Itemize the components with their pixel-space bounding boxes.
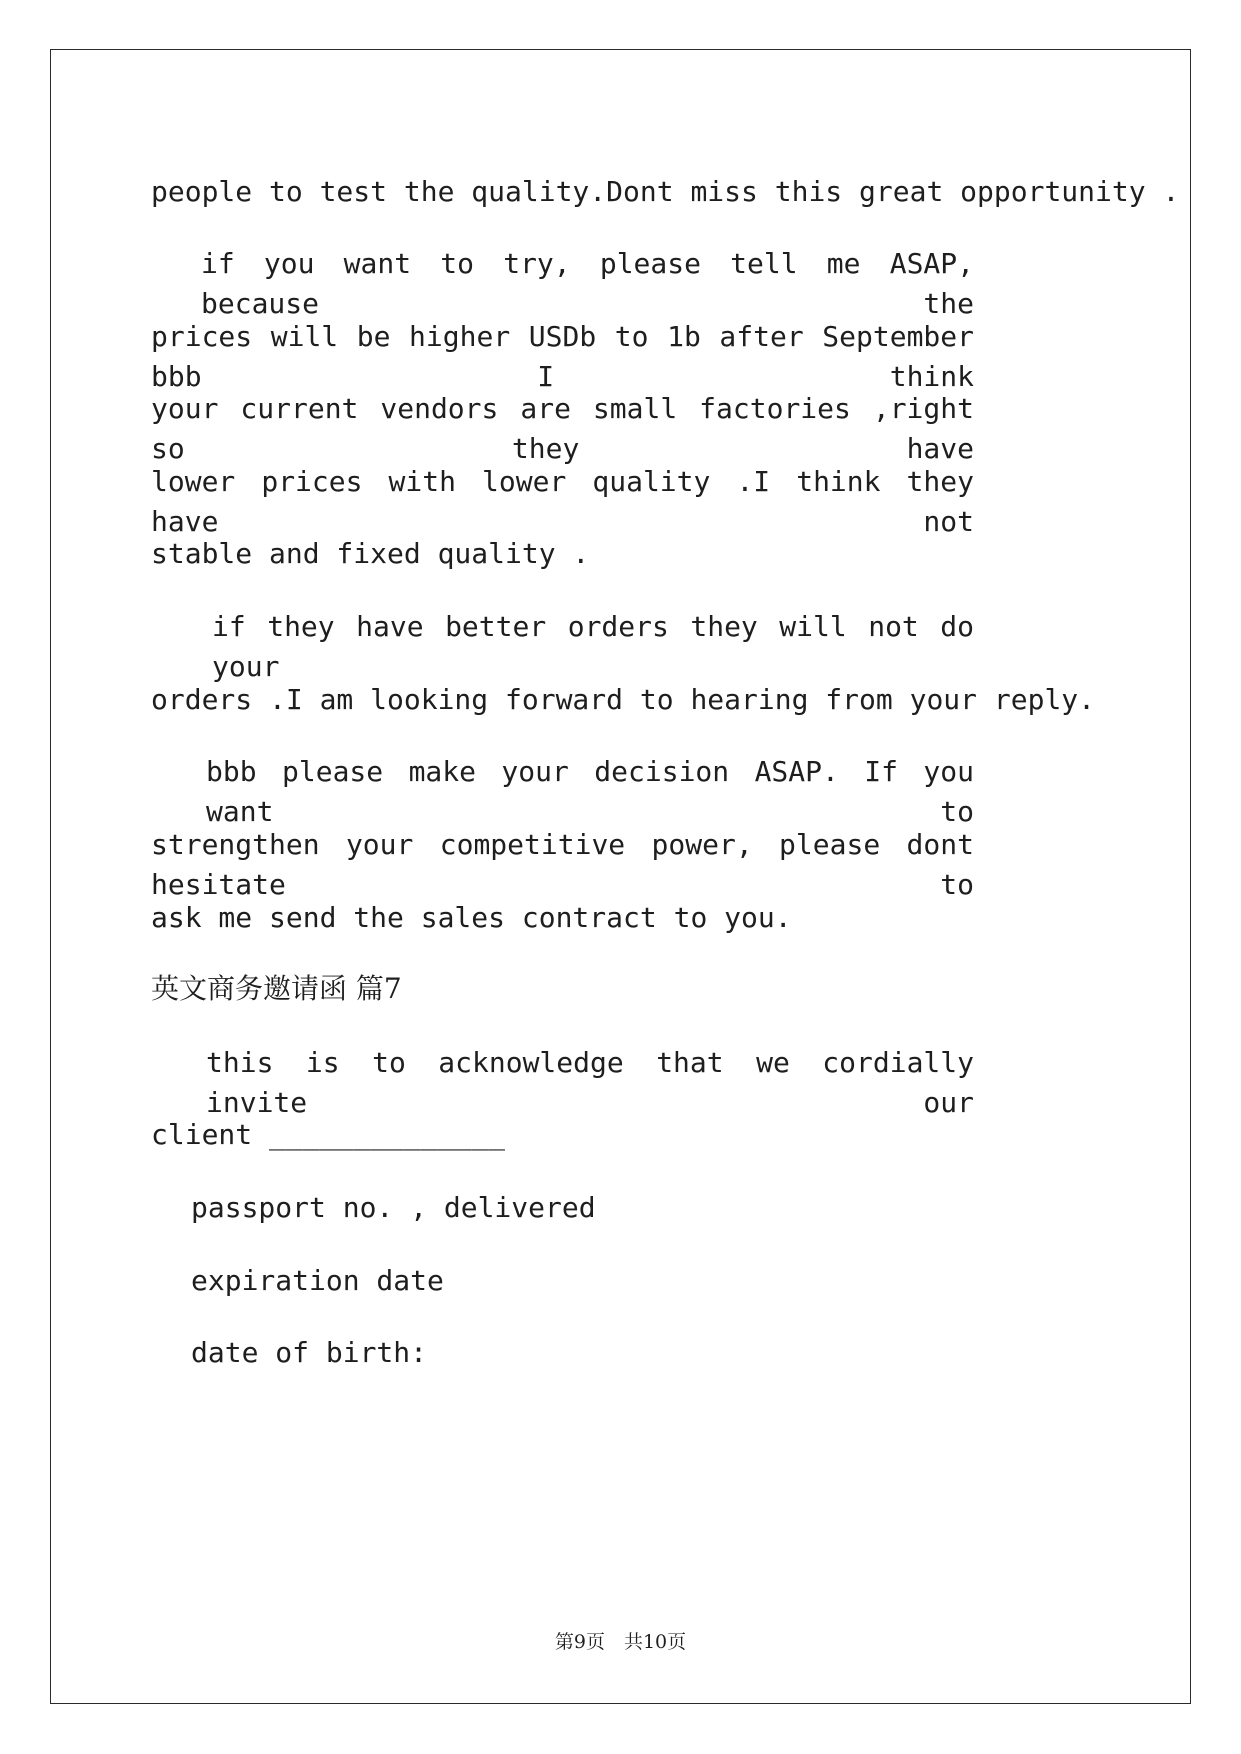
- expiration-date-line: expiration date: [191, 1264, 444, 1297]
- body-text-line: this is to acknowledge that we cordially invite our: [206, 1046, 974, 1119]
- body-text-line: ask me send the sales contract to you.: [151, 901, 792, 934]
- body-text-line: strengthen your competitive power, please dont hesitate to: [151, 828, 974, 901]
- body-text-line: orders .I am looking forward to hearing from your reply.: [151, 683, 1096, 716]
- body-text-line: lower prices with lower quality .I think they have not: [151, 465, 974, 538]
- body-text-line: client ______________: [151, 1118, 506, 1151]
- page-number-footer: 第9页 共10页: [554, 1631, 687, 1653]
- passport-line: passport no. , delivered: [191, 1191, 596, 1224]
- body-text-line: your current vendors are small factories ,right so they have: [151, 392, 974, 465]
- body-text-line: if they have better orders they will not do your: [212, 610, 974, 683]
- body-text-line: people to test the quality.Dont miss this great opportunity .: [151, 175, 1180, 208]
- body-text-line: bbb please make your decision ASAP. If you want to: [206, 755, 974, 828]
- body-text-line: if you want to try, please tell me ASAP, because the: [201, 247, 974, 320]
- body-text-line: prices will be higher USDb to 1b after September bbb I think: [151, 320, 974, 393]
- date-of-birth-line: date of birth:: [191, 1336, 428, 1369]
- section-heading: 英文商务邀请函 篇7: [151, 972, 402, 1005]
- body-text-line: stable and fixed quality .: [151, 537, 590, 570]
